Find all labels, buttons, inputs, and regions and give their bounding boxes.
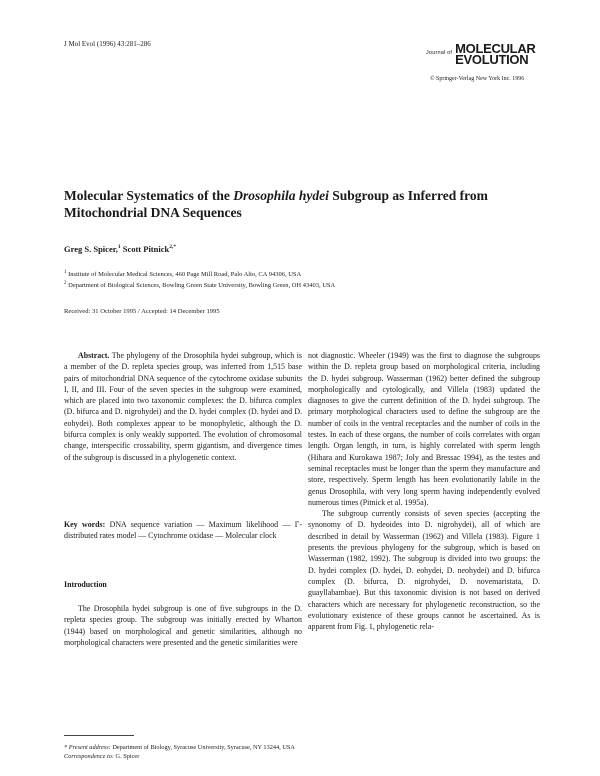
keywords-heading: Key words: <box>64 520 106 529</box>
present-label: * Present address: <box>64 744 111 751</box>
keywords-text: DNA sequence variation — Maximum likelihood — Γ-distributed rates model — Cytochrome oxidase — Molecular clock <box>64 520 302 541</box>
copyright: © Springer-Verlag New York Inc. 1996 <box>430 76 525 82</box>
keywords <box>64 519 302 542</box>
intro-para1-text: The Drosophila hydei subgroup is one of five subgroups in the D. repleta species group. The subgroup was initially erected by Wharton (1944) based on morphological and genetic similarities, although no morphological characters were presented and the genetic similarities were <box>64 604 302 647</box>
introduction-heading <box>64 579 302 590</box>
author-1: Greg S. Spicer, <box>64 244 118 254</box>
title-species: Drosophila hydei <box>233 188 329 203</box>
aff2-sup: 2 <box>64 281 67 286</box>
author-2: Scott Pitnick <box>120 244 170 254</box>
correspondence-text: G. Spicer <box>113 752 140 760</box>
intro-paragraph-1 <box>64 603 302 648</box>
author-2-sup: 2,* <box>169 244 177 251</box>
footnote <box>64 744 302 761</box>
aff1-sup: 1 <box>64 270 67 275</box>
journal-reference: J Mol Evol (1996) 43:281–286 <box>64 40 151 48</box>
correspondence-label: Correspondence to: <box>64 752 114 760</box>
article-title <box>64 187 534 221</box>
footnote-rule <box>64 735 134 736</box>
aff2-text: Department of Biological Sciences, Bowling Green State University, Bowling Green, OH 43403, USA <box>68 282 336 290</box>
title-part3: Subgroup as Inferred from Mitochondrial DNA Sequences <box>64 188 488 220</box>
title-part1: Molecular Systematics of the <box>64 188 234 203</box>
logo-line2: EVOLUTION <box>455 52 529 67</box>
intro-heading: Introduction <box>64 580 107 589</box>
authors <box>64 244 176 254</box>
right-para2: The subgroup currently consists of seven species (accepting the synonomy of D. hydeoides into D. nigrohydei), all of which are described in detail by Wasserman (1962) and Villela (1983). Figure 1 presents the previous phylogeny for the subgroup, which is based on Wasserman (1982, 1992). The subgroup is divided into two groups: the D. hydei complex (D. hydei, D. eohydei, D. neohydei) and D. bifurca complex (D. bifurca, D. nigrohydei, D. novemaristata, D. guayllabambae). But this taxonomic division is not based on derived characters which are necessary for phylogenetic reconstruction, so the evolutionary existence of these groups cannot be ascertained. As is apparent from Fig. 1, phylogenetic rela- <box>308 509 540 632</box>
right-para1: not diagnostic. Wheeler (1949) was the first to diagnose the subgroups within the D. repleta group based on morphological criteria, including the D. hydei subgroup. Wasserman (1962) better defined the subgroup morphologically and cytologically, and Villela (1983) updated the diagnoses to give the current definition of the D. hydei subgroup. The primary morphological characters used to define the subgroup are the number of coils in the ventral receptacles and the number of coils in the testes. In each of these organs, the number of coils correlates with organ length. Organ length, in turn, is highly correlated with sperm length (Hihara and Kurokawa 1987; Joly and Bressac 1994), as the testes and seminal receptacles must be longer than the sperm they manufacture and store, respectively. Sperm length has been evolutionarily labile in the genus Drosophila, with very long sperm having independently evolved numerous times (Pitnick et al. 1995a). <box>308 351 540 507</box>
abstract <box>64 350 302 463</box>
abstract-heading: Abstract. <box>78 351 110 360</box>
received-dates: Received: 31 October 1995 / Accepted: 14 December 1995 <box>64 308 220 315</box>
journal-logo <box>426 43 536 65</box>
aff1-text: Institute of Molecular Medical Sciences, 460 Page Mill Road, Palo Alto, CA 94306, USA <box>68 271 302 279</box>
logo-title <box>455 43 535 65</box>
right-column <box>308 350 540 632</box>
affiliation-2 <box>64 281 335 289</box>
logo-small-text: Journal of <box>426 50 453 56</box>
author-1-sup: 1 <box>117 244 121 251</box>
affiliation-1 <box>64 270 301 278</box>
logo-line1: MOLECULAR <box>455 41 536 56</box>
present-text: Department of Biology, Syracuse University, Syracuse, NY 13244, USA <box>110 744 295 751</box>
abstract-text: The phylogeny of the Drosophila hydei subgroup, which is a member of the D. repleta species group, was inferred from 1,515 base pairs of mitochondrial DNA sequence of the cytochrome oxidase subunits I, II, and III. Four of the seven species in the subgroup were examined, which are placed into two taxonomic complexes: the D. bifurca complex (D. bifurca and D. nigrohydei) and the D. hydei complex (D. hydei and D. eohydei). Both complexes appear to be monophyletic, although the D. bifurca complex is only weakly supported. The evolution of chromosomal change, interspecific crossability, sperm gigantism, and divergence times of the subgroup is discussed in a phylogenetic context. <box>64 351 302 462</box>
